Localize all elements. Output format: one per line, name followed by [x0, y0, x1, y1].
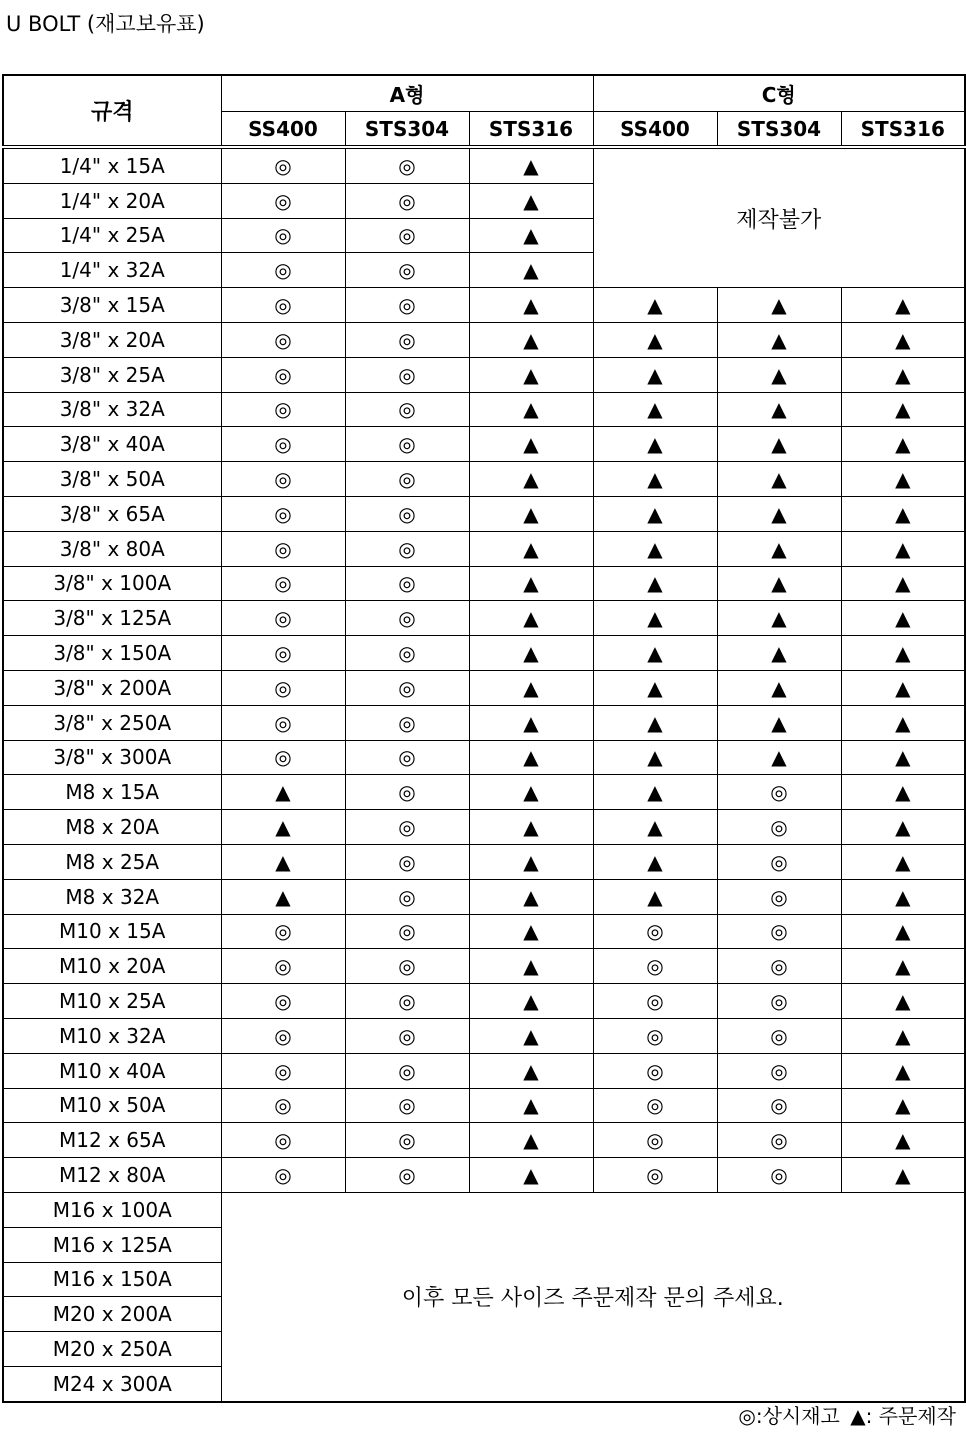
spec-cell: M10 x 25A [3, 984, 221, 1019]
spec-cell: 1/4" x 32A [3, 253, 221, 288]
stock-mark-a-2: ▲ [469, 1018, 593, 1053]
stock-mark-a-0: ◎ [221, 427, 345, 462]
stock-mark-a-1: ◎ [345, 392, 469, 427]
stock-mark-a-1: ◎ [345, 775, 469, 810]
stock-mark-a-1: ◎ [345, 740, 469, 775]
stock-mark-a-0: ◎ [221, 218, 345, 253]
stock-mark-c-2: ▲ [841, 427, 965, 462]
stock-mark-c-2: ▲ [841, 1158, 965, 1193]
stock-mark-a-0: ◎ [221, 1123, 345, 1158]
stock-mark-a-1: ◎ [345, 810, 469, 845]
stock-mark-c-1: ▲ [717, 705, 841, 740]
stock-mark-a-2: ▲ [469, 844, 593, 879]
stock-mark-c-1: ▲ [717, 357, 841, 392]
spec-cell: M16 x 125A [3, 1227, 221, 1262]
stock-mark-a-1: ◎ [345, 601, 469, 636]
stock-mark-a-2: ▲ [469, 705, 593, 740]
stock-mark-c-2: ▲ [841, 810, 965, 845]
stock-mark-c-1: ▲ [717, 566, 841, 601]
stock-mark-c-1: ◎ [717, 1053, 841, 1088]
stock-mark-c-1: ◎ [717, 879, 841, 914]
stock-mark-a-1: ◎ [345, 984, 469, 1019]
stock-mark-a-1: ◎ [345, 879, 469, 914]
stock-mark-a-1: ◎ [345, 949, 469, 984]
stock-mark-a-0: ◎ [221, 740, 345, 775]
stock-mark-c-2: ▲ [841, 531, 965, 566]
table-row [3, 740, 965, 775]
stock-mark-c-0: ▲ [593, 566, 717, 601]
stock-mark-c-1: ▲ [717, 670, 841, 705]
spec-cell: M16 x 150A [3, 1262, 221, 1297]
stock-mark-c-2: ▲ [841, 288, 965, 323]
stock-mark-c-0: ▲ [593, 879, 717, 914]
stock-mark-a-0: ◎ [221, 322, 345, 357]
stock-mark-c-2: ▲ [841, 844, 965, 879]
stock-mark-a-0: ◎ [221, 357, 345, 392]
stock-mark-c-1: ▲ [717, 322, 841, 357]
stock-mark-c-2: ▲ [841, 949, 965, 984]
stock-mark-c-0: ◎ [593, 1088, 717, 1123]
stock-mark-c-0: ▲ [593, 392, 717, 427]
stock-mark-c-2: ▲ [841, 705, 965, 740]
spec-cell: M12 x 65A [3, 1123, 221, 1158]
spec-cell: 3/8" x 150A [3, 636, 221, 671]
stock-mark-c-0: ◎ [593, 984, 717, 1019]
stock-mark-c-2: ▲ [841, 566, 965, 601]
stock-mark-a-1: ◎ [345, 218, 469, 253]
stock-mark-c-0: ◎ [593, 914, 717, 949]
table-row [3, 322, 965, 357]
table-row [3, 147, 965, 183]
stock-mark-a-1: ◎ [345, 183, 469, 218]
stock-mark-c-2: ▲ [841, 1018, 965, 1053]
stock-mark-a-0: ◎ [221, 1158, 345, 1193]
material-header-c-ss400: SS400 [593, 112, 717, 148]
stock-mark-c-0: ▲ [593, 810, 717, 845]
stock-mark-c-0: ▲ [593, 636, 717, 671]
stock-mark-a-0: ◎ [221, 147, 345, 183]
spec-cell: 1/4" x 15A [3, 147, 221, 183]
stock-mark-a-1: ◎ [345, 1018, 469, 1053]
stock-mark-c-0: ◎ [593, 1123, 717, 1158]
stock-mark-a-0: ◎ [221, 1053, 345, 1088]
stock-mark-a-2: ▲ [469, 462, 593, 497]
material-header-c-sts316: STS316 [841, 112, 965, 148]
spec-column-header: 규격 [3, 75, 221, 147]
spec-cell: M20 x 200A [3, 1297, 221, 1332]
stock-mark-a-0: ◎ [221, 705, 345, 740]
spec-cell: M8 x 20A [3, 810, 221, 845]
stock-mark-c-2: ▲ [841, 1088, 965, 1123]
spec-cell: M12 x 80A [3, 1158, 221, 1193]
stock-mark-c-1: ◎ [717, 844, 841, 879]
stock-mark-c-2: ▲ [841, 462, 965, 497]
table-row [3, 670, 965, 705]
stock-mark-a-0: ◎ [221, 496, 345, 531]
spec-cell: 3/8" x 300A [3, 740, 221, 775]
stock-mark-c-1: ◎ [717, 810, 841, 845]
stock-mark-c-1: ◎ [717, 1123, 841, 1158]
stock-mark-c-0: ▲ [593, 601, 717, 636]
stock-mark-a-2: ▲ [469, 984, 593, 1019]
table-row [3, 566, 965, 601]
stock-mark-c-1: ▲ [717, 496, 841, 531]
stock-mark-c-2: ▲ [841, 496, 965, 531]
stock-mark-a-2: ▲ [469, 147, 593, 183]
stock-mark-a-2: ▲ [469, 566, 593, 601]
spec-cell: M10 x 40A [3, 1053, 221, 1088]
stock-mark-a-1: ◎ [345, 1088, 469, 1123]
stock-mark-a-1: ◎ [345, 705, 469, 740]
stock-mark-c-2: ▲ [841, 322, 965, 357]
table-row [3, 496, 965, 531]
stock-mark-c-2: ▲ [841, 740, 965, 775]
stock-table [2, 74, 966, 1403]
stock-mark-c-0: ◎ [593, 1053, 717, 1088]
material-header-a-sts316: STS316 [469, 112, 593, 148]
spec-cell: 3/8" x 125A [3, 601, 221, 636]
legend [736, 1402, 958, 1430]
stock-mark-c-0: ◎ [593, 1018, 717, 1053]
stock-mark-a-0: ◎ [221, 1018, 345, 1053]
stock-mark-c-1: ◎ [717, 775, 841, 810]
stock-mark-a-0: ▲ [221, 810, 345, 845]
stock-mark-a-2: ▲ [469, 218, 593, 253]
stock-mark-a-2: ▲ [469, 879, 593, 914]
stock-mark-c-2: ▲ [841, 636, 965, 671]
table-row [3, 1192, 965, 1227]
stock-mark-a-0: ◎ [221, 914, 345, 949]
stock-mark-c-1: ◎ [717, 1088, 841, 1123]
table-header [3, 75, 965, 147]
stock-mark-a-2: ▲ [469, 357, 593, 392]
spec-cell: 3/8" x 250A [3, 705, 221, 740]
stock-mark-c-0: ▲ [593, 288, 717, 323]
spec-cell: 3/8" x 20A [3, 322, 221, 357]
table-row [3, 601, 965, 636]
stock-mark-a-0: ◎ [221, 949, 345, 984]
stock-mark-a-2: ▲ [469, 1053, 593, 1088]
stock-mark-a-0: ◎ [221, 531, 345, 566]
spec-cell: M10 x 50A [3, 1088, 221, 1123]
stock-mark-c-0: ▲ [593, 531, 717, 566]
stock-mark-a-2: ▲ [469, 1158, 593, 1193]
stock-mark-a-0: ◎ [221, 462, 345, 497]
stock-mark-a-2: ▲ [469, 322, 593, 357]
stock-mark-c-1: ◎ [717, 1018, 841, 1053]
stock-mark-c-1: ▲ [717, 288, 841, 323]
stock-mark-c-1: ◎ [717, 984, 841, 1019]
stock-mark-a-2: ▲ [469, 531, 593, 566]
not-available-cell: 제작불가 [593, 147, 965, 288]
stock-mark-a-2: ▲ [469, 253, 593, 288]
table-row [3, 1158, 965, 1193]
stock-mark-c-0: ▲ [593, 462, 717, 497]
stock-mark-c-2: ▲ [841, 357, 965, 392]
stock-mark-a-2: ▲ [469, 1088, 593, 1123]
stock-mark-c-0: ▲ [593, 496, 717, 531]
stock-mark-a-0: ◎ [221, 183, 345, 218]
spec-cell: 3/8" x 200A [3, 670, 221, 705]
stock-mark-a-2: ▲ [469, 914, 593, 949]
table-row [3, 949, 965, 984]
spec-cell: M16 x 100A [3, 1192, 221, 1227]
stock-mark-a-1: ◎ [345, 1053, 469, 1088]
stock-mark-a-0: ▲ [221, 879, 345, 914]
table-row [3, 844, 965, 879]
stock-mark-c-2: ▲ [841, 601, 965, 636]
stock-mark-c-2: ▲ [841, 1123, 965, 1158]
stock-mark-a-2: ▲ [469, 392, 593, 427]
table-row [3, 775, 965, 810]
stock-mark-a-1: ◎ [345, 914, 469, 949]
spec-cell: 3/8" x 65A [3, 496, 221, 531]
table-body [3, 147, 965, 1402]
stock-mark-c-2: ▲ [841, 879, 965, 914]
table-row [3, 427, 965, 462]
stock-mark-a-0: ◎ [221, 566, 345, 601]
stock-mark-c-0: ◎ [593, 1158, 717, 1193]
stock-mark-a-0: ◎ [221, 288, 345, 323]
stock-mark-a-2: ▲ [469, 670, 593, 705]
stock-mark-a-2: ▲ [469, 288, 593, 323]
spec-cell: 3/8" x 100A [3, 566, 221, 601]
spec-cell: M24 x 300A [3, 1366, 221, 1401]
spec-cell: 1/4" x 20A [3, 183, 221, 218]
table-row [3, 879, 965, 914]
stock-mark-c-0: ▲ [593, 427, 717, 462]
stock-mark-c-0: ▲ [593, 740, 717, 775]
stock-mark-a-1: ◎ [345, 427, 469, 462]
stock-mark-a-2: ▲ [469, 775, 593, 810]
stock-mark-a-1: ◎ [345, 253, 469, 288]
table-row [3, 984, 965, 1019]
table-row [3, 1053, 965, 1088]
page-title: U BOLT (재고보유표) [6, 12, 205, 36]
group-header-c: C형 [593, 75, 965, 112]
group-header-a: A형 [221, 75, 593, 112]
table-row [3, 462, 965, 497]
stock-mark-c-1: ▲ [717, 531, 841, 566]
stock-mark-c-1: ◎ [717, 1158, 841, 1193]
stock-mark-c-0: ◎ [593, 949, 717, 984]
table-row [3, 914, 965, 949]
spec-cell: M10 x 15A [3, 914, 221, 949]
stock-mark-c-0: ▲ [593, 357, 717, 392]
spec-cell: 3/8" x 32A [3, 392, 221, 427]
table-row [3, 705, 965, 740]
stock-mark-a-1: ◎ [345, 357, 469, 392]
stock-mark-c-1: ▲ [717, 427, 841, 462]
stock-mark-c-2: ▲ [841, 670, 965, 705]
spec-cell: 3/8" x 40A [3, 427, 221, 462]
table-row [3, 1018, 965, 1053]
stock-mark-a-0: ◎ [221, 636, 345, 671]
spec-cell: M10 x 20A [3, 949, 221, 984]
stock-mark-c-1: ◎ [717, 949, 841, 984]
spec-cell: M8 x 32A [3, 879, 221, 914]
stock-mark-c-2: ▲ [841, 914, 965, 949]
table-row [3, 1088, 965, 1123]
stock-mark-a-1: ◎ [345, 844, 469, 879]
stock-mark-c-0: ▲ [593, 322, 717, 357]
stock-mark-a-1: ◎ [345, 462, 469, 497]
stock-mark-a-0: ◎ [221, 984, 345, 1019]
stock-mark-c-2: ▲ [841, 1053, 965, 1088]
stock-mark-a-0: ◎ [221, 253, 345, 288]
table-row [3, 531, 965, 566]
stock-mark-a-1: ◎ [345, 1123, 469, 1158]
spec-cell: M20 x 250A [3, 1332, 221, 1367]
stock-mark-a-0: ◎ [221, 392, 345, 427]
stock-mark-a-1: ◎ [345, 147, 469, 183]
table-row [3, 636, 965, 671]
stock-mark-c-1: ▲ [717, 462, 841, 497]
stock-mark-a-1: ◎ [345, 496, 469, 531]
stock-mark-c-0: ▲ [593, 775, 717, 810]
stock-mark-a-0: ▲ [221, 844, 345, 879]
stock-mark-a-0: ◎ [221, 601, 345, 636]
stock-mark-a-2: ▲ [469, 1123, 593, 1158]
stock-mark-c-1: ▲ [717, 740, 841, 775]
spec-cell: 1/4" x 25A [3, 218, 221, 253]
table-row [3, 392, 965, 427]
stock-mark-c-0: ▲ [593, 844, 717, 879]
material-header-a-sts304: STS304 [345, 112, 469, 148]
stock-mark-a-0: ▲ [221, 775, 345, 810]
table-row [3, 357, 965, 392]
stock-mark-a-0: ◎ [221, 670, 345, 705]
stock-mark-c-1: ▲ [717, 392, 841, 427]
stock-mark-a-2: ▲ [469, 810, 593, 845]
spec-cell: 3/8" x 50A [3, 462, 221, 497]
stock-mark-a-0: ◎ [221, 1088, 345, 1123]
stock-mark-c-1: ▲ [717, 636, 841, 671]
material-header-c-sts304: STS304 [717, 112, 841, 148]
material-header-a-ss400: SS400 [221, 112, 345, 148]
stock-mark-c-0: ▲ [593, 670, 717, 705]
stock-mark-a-2: ▲ [469, 427, 593, 462]
table-row [3, 1123, 965, 1158]
stock-mark-c-2: ▲ [841, 392, 965, 427]
stock-mark-a-1: ◎ [345, 670, 469, 705]
spec-cell: 3/8" x 15A [3, 288, 221, 323]
stock-mark-c-1: ▲ [717, 601, 841, 636]
table-row [3, 810, 965, 845]
stock-mark-c-2: ▲ [841, 984, 965, 1019]
stock-mark-a-1: ◎ [345, 288, 469, 323]
spec-cell: 3/8" x 80A [3, 531, 221, 566]
stock-mark-a-1: ◎ [345, 636, 469, 671]
spec-cell: 3/8" x 25A [3, 357, 221, 392]
stock-mark-c-2: ▲ [841, 775, 965, 810]
spec-cell: M8 x 15A [3, 775, 221, 810]
order-note-cell: 이후 모든 사이즈 주문제작 문의 주세요. [221, 1192, 965, 1401]
stock-mark-a-2: ▲ [469, 740, 593, 775]
spec-cell: M8 x 25A [3, 844, 221, 879]
legend-in-stock: ◎:상시재고 [738, 1404, 840, 1428]
stock-mark-c-0: ▲ [593, 705, 717, 740]
table-row [3, 288, 965, 323]
stock-mark-c-1: ◎ [717, 914, 841, 949]
stock-mark-a-1: ◎ [345, 322, 469, 357]
stock-mark-a-2: ▲ [469, 601, 593, 636]
spec-cell: M10 x 32A [3, 1018, 221, 1053]
stock-mark-a-1: ◎ [345, 566, 469, 601]
stock-mark-a-2: ▲ [469, 496, 593, 531]
stock-mark-a-1: ◎ [345, 531, 469, 566]
legend-made-to-order: ▲: 주문제작 [850, 1404, 956, 1428]
stock-mark-a-2: ▲ [469, 636, 593, 671]
stock-mark-a-2: ▲ [469, 949, 593, 984]
stock-mark-a-2: ▲ [469, 183, 593, 218]
stock-mark-a-1: ◎ [345, 1158, 469, 1193]
